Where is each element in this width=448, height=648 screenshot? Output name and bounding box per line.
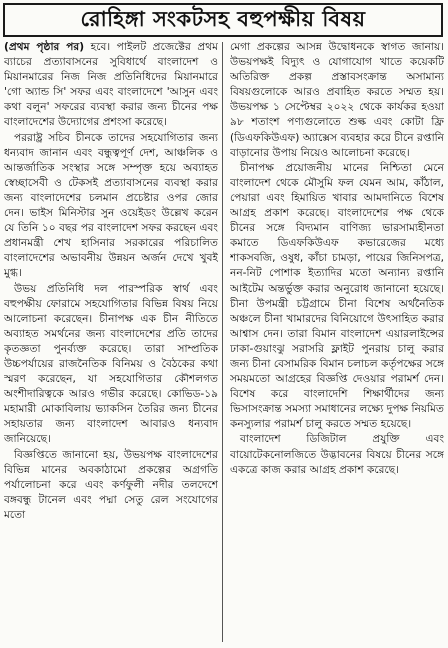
paragraph-5: মেগা প্রকল্পের আসন্ন উদ্বোধনকে স্বাগত জানায়। উভয়পক্ষই বিদ্যুৎ ও যোগাযোগ খাতে কয়েকটি অতিরিক্ত প্রকল্প প্রস্তাবসংক্রান্ত অসামান্য বিষয়গুলোকে আরও প্রবাহিত করতে সম্মত হয়। উভয়পক্ষ ১ সেপ্টেম্বর ২০২২ থেকে কার্যকর হওয়া ৯৮ শতাংশ পণ্যগুলোতে শুল্ক এবং কোটা ফ্রি (ডিএফকিউএফ) অ্যাক্সেস ব্যবহার করে চীনে রপ্তানি বাড়ানোর উপায় নিয়েও আলোচনা করেছে। [230,41,444,159]
column-divider [222,42,223,642]
left-column [4,40,218,645]
right-column [230,40,444,645]
paragraph-1-text: হবে। পাইলট প্রজেক্টের প্রথম ব্যাচের প্রত্যাবাসনের সুবিধার্থে বাংলাদেশ ও মিয়ানমারের নিজ নিজ প্রতিনিধিদের মিয়ানমারে 'গো অ্যান্ড সি' সফর এবং বাংলাদেশে 'আসুন এবং কথা বলুন' সফরের ব্যবস্থা করার জন্য চীনের পক্ষ বাংলাদেশের উদ্যোগের প্রশংসা করেছে। [4,41,218,129]
paragraph-6: চীনাপক্ষ প্রয়োজনীয় মানের নিশ্চিতা মেনে বাংলাদেশ থেকে মৌসুমি ফল যেমন আম, কাঁঠাল, পেয়ারা এবং হিমায়িত খাবার আমদানিতে বিশেষ আগ্রহ প্রকাশ করেছে। বাংলাদেশের পক্ষ থেকে চীনের সঙ্গে বিদ্যমান বাণিজ্য ভারসাম্যহীনতা কমাতে ডিএফকিউএফ কভারেজের মধ্যে শাকসবজি, ওষুধ, কাঁচা চামড়া, পায়ের জিনিসপত্র, নন-নিট পোশাক ইত্যাদির মতো অন্যান্য রপ্তানি আইটেম অন্তর্ভুক্ত করার অনুরোধ জানানো হয়েছে। চীনা উপমন্ত্রী চট্টগ্রামে চীনা বিশেষ অর্থনৈতিক অঞ্চলে চীনা খামারদের বিনিয়োগে উৎসাহিত করার আশ্বাস দেন। তারা বিমান বাংলাদেশ এয়ারলাইন্সের ঢাকা-গুয়াংঝু সরাসরি ফ্লাইট পুনরায় চালু করার জন্য চীনা বেসামরিক বিমান চলাচল কর্তৃপক্ষের সঙ্গে সময়মতো আগ্রহের বিজ্ঞপ্তি দেওয়ার পরামর্শ দেন। বিশেষ করে বাংলাদেশি শিক্ষার্থীদের জন্য ভিসাসংক্রান্ত সমস্যা সমাধানের লক্ষ্যে দুপক্ষ নিয়মিত কনস্যুলার পরামর্শ চালু করতে সম্মত হয়েছে। [230,161,444,431]
paragraph-2: পররাষ্ট্র সচিব চীনকে তাদের সহযোগিতার জন্য ধন্যবাদ জানান এবং বন্ধুত্বপূর্ণ দেশ, আঞ্চলিক ও আন্তর্জাতিক সংস্থার সঙ্গে সম্পৃক্ত হয়ে অব্যাহত স্বেচ্ছাসেবী ও টেকসই প্রত্যাবাসনের ব্যবস্থা করার জন্য বাংলাদেশের চলমান প্রচেষ্টার ওপর জোর দেন। ভাইস মিনিস্টার সুন ওয়েইডং উল্লেখ করেন যে তিনি ১০ বছর পর বাংলাদেশ সফর করছেন এবং প্রধানমন্ত্রী শেখ হাসিনার সরকারের পরিচালিত বাংলাদেশের অভাবনীয় উন্নয়ন অর্জন দেখে খুবই মুগ্ধ। [4,131,218,280]
paragraph-3: উভয় প্রতিনিধি দল পারস্পরিক স্বার্থ এবং বহুপক্ষীয় ফোরামে সহযোগিতার বিভিন্ন বিষয় নিয়ে আলোচনা করেছেন। চীনাপক্ষ এক চীন নীতিতে অব্যাহত সমর্থনের জন্য বাংলাদেশের প্রতি তাদের কৃতজ্ঞতা পুনর্ব্যক্ত করেছে। তারা সাম্প্রতিক উচ্চপর্যায়ের রাজনৈতিক বিনিময় ও বৈঠকের কথা স্মরণ করেছেন, যা সহযোগিতার কৌশলগত অংশীদারিত্বকে আরও গভীর করেছে। কোভিড-১৯ মহামারী মোকাবিলায় ভ্যাকসিন তৈরির জন্য চীনের সহায়তার জন্য বাংলাদেশ আবারও ধন্যবাদ জানিয়েছে। [4,282,218,446]
paragraph-1 [4,40,218,131]
continuation-label: (প্রথম পৃষ্ঠার পর) [4,41,85,53]
paragraph-7: বাংলাদেশ ডিজিটাল প্রযুক্তি এবং বায়োটেকনোলজিতে উদ্ভাবনের বিষয়ে চীনের সঙ্গে একত্রে কাজ করার আগ্রহ প্রকাশ করেছে। [230,433,444,476]
article-headline: রোহিঙ্গা সংকটসহ বহুপক্ষীয় বিষয় [3,3,443,37]
paragraph-4: বিজ্ঞপ্তিতে জানানো হয়, উভয়পক্ষ বাংলাদেশের বিভিন্ন মানের অবকাঠামো প্রকল্পের অগ্রগতি পর্যালোচনা করে এবং কর্ণফুলী নদীর তলদেশে বঙ্গবন্ধু টানেল এবং পদ্মা সেতু রেল সংযোগের মতো [4,448,218,521]
